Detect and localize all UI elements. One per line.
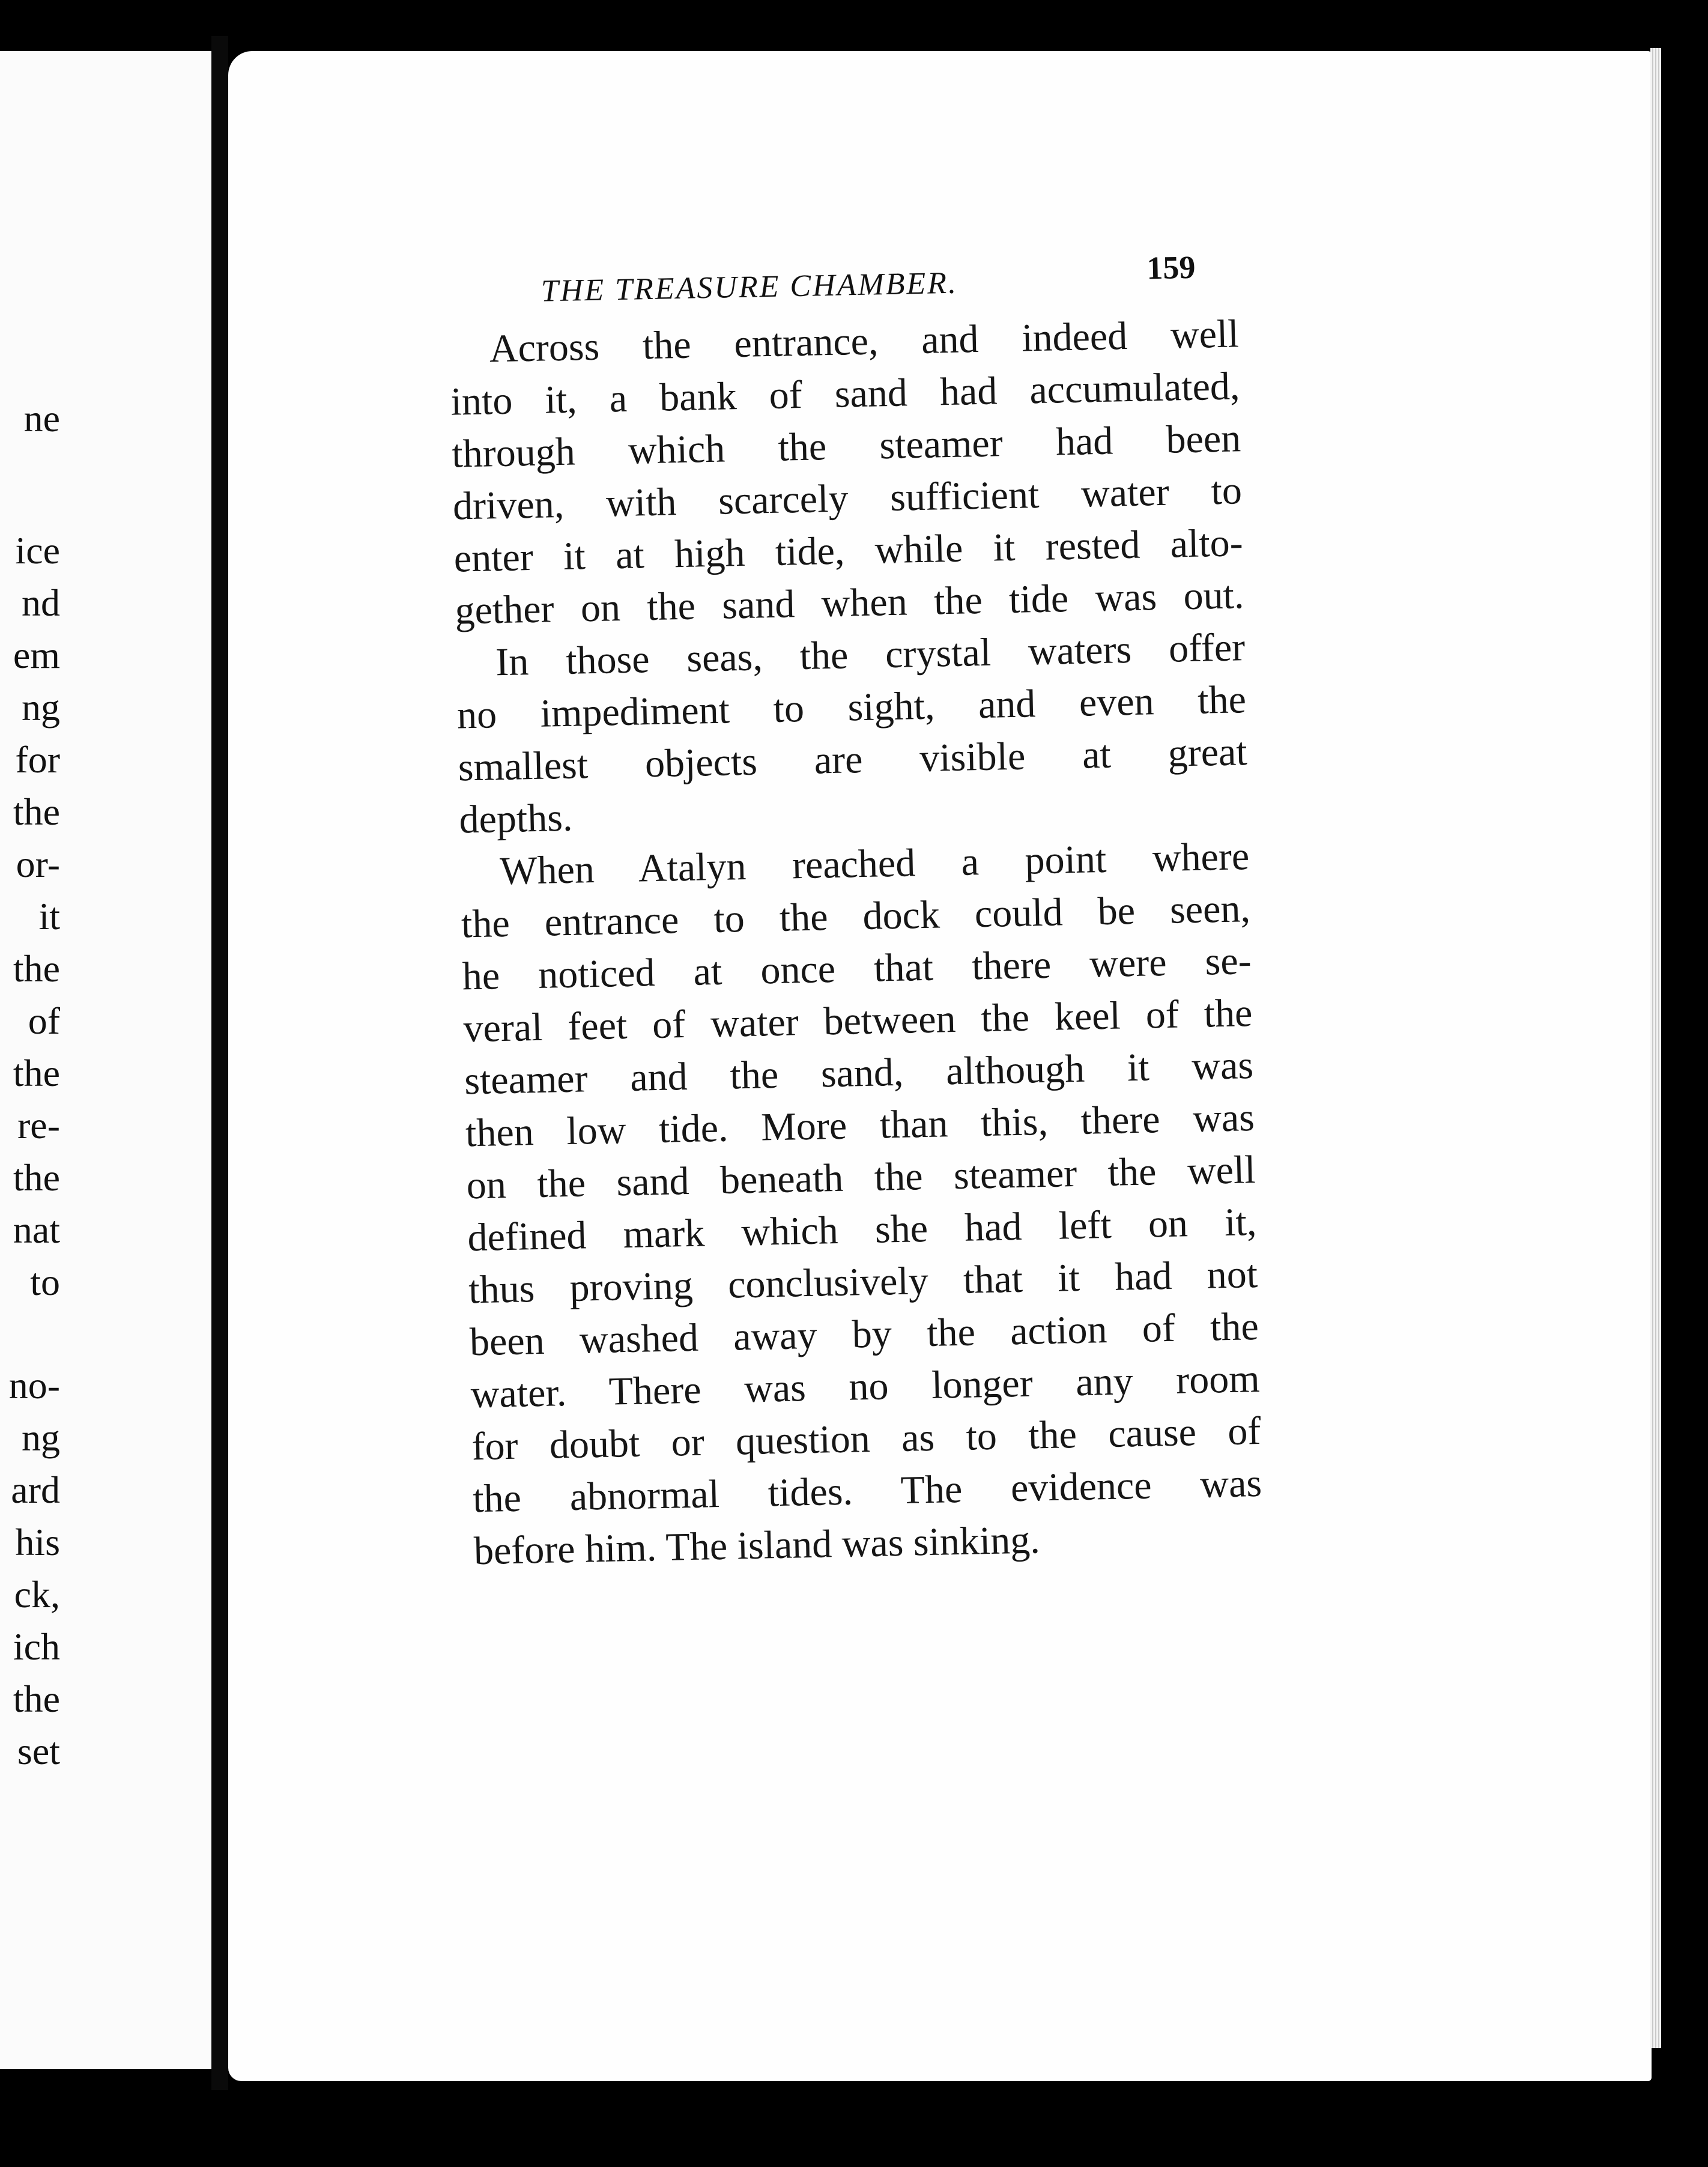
text-line: through which the steamer had been bbox=[451, 416, 1241, 476]
text-line: When Atalyn reached a point where bbox=[499, 834, 1250, 894]
page-edge bbox=[1650, 48, 1661, 2048]
facing-page-fragment: ne bbox=[23, 397, 60, 440]
chapter-title: THE TREASURE CHAMBER. bbox=[541, 265, 958, 309]
facing-page-fragment: the bbox=[13, 790, 60, 833]
text-line: for doubt or question as to the cause of bbox=[471, 1408, 1262, 1469]
text-line: In those seas, the crystal waters offer bbox=[495, 625, 1246, 685]
text-line: no impediment to sight, and even the bbox=[456, 677, 1247, 738]
text-line: smallest objects are visible at great bbox=[458, 730, 1248, 790]
text-line: on the sand beneath the steamer the well bbox=[466, 1148, 1256, 1208]
text-line: water. There was no longer any room bbox=[470, 1356, 1261, 1417]
facing-page-fragment: ng bbox=[22, 1416, 60, 1459]
facing-page-fragment: or- bbox=[16, 843, 60, 885]
facing-page-fragment: it bbox=[38, 895, 60, 938]
page-text-block bbox=[408, 247, 1264, 1578]
facing-page-fragment: his bbox=[15, 1521, 60, 1563]
text-line: gether on the sand when the tide was out. bbox=[454, 573, 1245, 633]
facing-page-fragment: of bbox=[28, 999, 60, 1042]
text-line: then low tide. More than this, there was bbox=[465, 1096, 1255, 1156]
facing-page-fragment: nat bbox=[13, 1208, 60, 1251]
text-line: veral feet of water between the keel of the bbox=[462, 991, 1253, 1051]
book-gutter bbox=[211, 36, 228, 2090]
facing-page-fragment: set bbox=[17, 1730, 60, 1772]
facing-page-fragment: the bbox=[13, 1156, 60, 1199]
facing-page-fragment: ard bbox=[11, 1468, 60, 1511]
facing-page-fragment: em bbox=[13, 634, 60, 676]
facing-page-fragment: ng bbox=[22, 686, 60, 729]
text-line: Across the entrance, and indeed well bbox=[489, 312, 1240, 371]
paragraph-1 bbox=[410, 308, 1244, 638]
text-line: the abnormal tides. The evidence was bbox=[472, 1461, 1262, 1521]
text-line: into it, a bank of sand had accumulated, bbox=[450, 364, 1241, 424]
text-line: defined mark which she had left on it, bbox=[467, 1199, 1258, 1260]
facing-page-fragment: the bbox=[13, 947, 60, 990]
paragraph-3 bbox=[420, 830, 1263, 1578]
text-line: he noticed at once that there were se- bbox=[462, 939, 1252, 999]
facing-page-fragment: nd bbox=[22, 581, 60, 624]
facing-page-fragment: ck, bbox=[14, 1573, 60, 1616]
text-line: enter it at high tide, while it rested alto- bbox=[453, 521, 1244, 581]
facing-page-fragment: for bbox=[15, 738, 60, 781]
text-line: been washed away by the action of the bbox=[469, 1304, 1259, 1365]
facing-page-fragment: ich bbox=[13, 1625, 60, 1668]
paragraph-2 bbox=[416, 621, 1249, 847]
facing-page-fragment: no- bbox=[8, 1364, 60, 1407]
facing-page bbox=[0, 51, 225, 2069]
facing-page-fragment: the bbox=[13, 1678, 60, 1720]
text-line: the entrance to the dock could be seen, bbox=[461, 886, 1251, 947]
facing-page-fragment: ice bbox=[15, 529, 60, 572]
text-line: before him. The island was sinking. bbox=[473, 1518, 1041, 1574]
facing-page-fragment: re- bbox=[17, 1104, 60, 1147]
page-number: 159 bbox=[1146, 249, 1196, 286]
text-line: thus proving conclusively that it had not bbox=[468, 1252, 1258, 1312]
text-line: depths. bbox=[458, 795, 574, 842]
text-line: steamer and the sand, although it was bbox=[464, 1043, 1254, 1103]
facing-page-fragment: the bbox=[13, 1052, 60, 1094]
facing-page-fragment: to bbox=[30, 1261, 60, 1303]
text-line: driven, with scarcely sufficient water to bbox=[452, 468, 1243, 529]
